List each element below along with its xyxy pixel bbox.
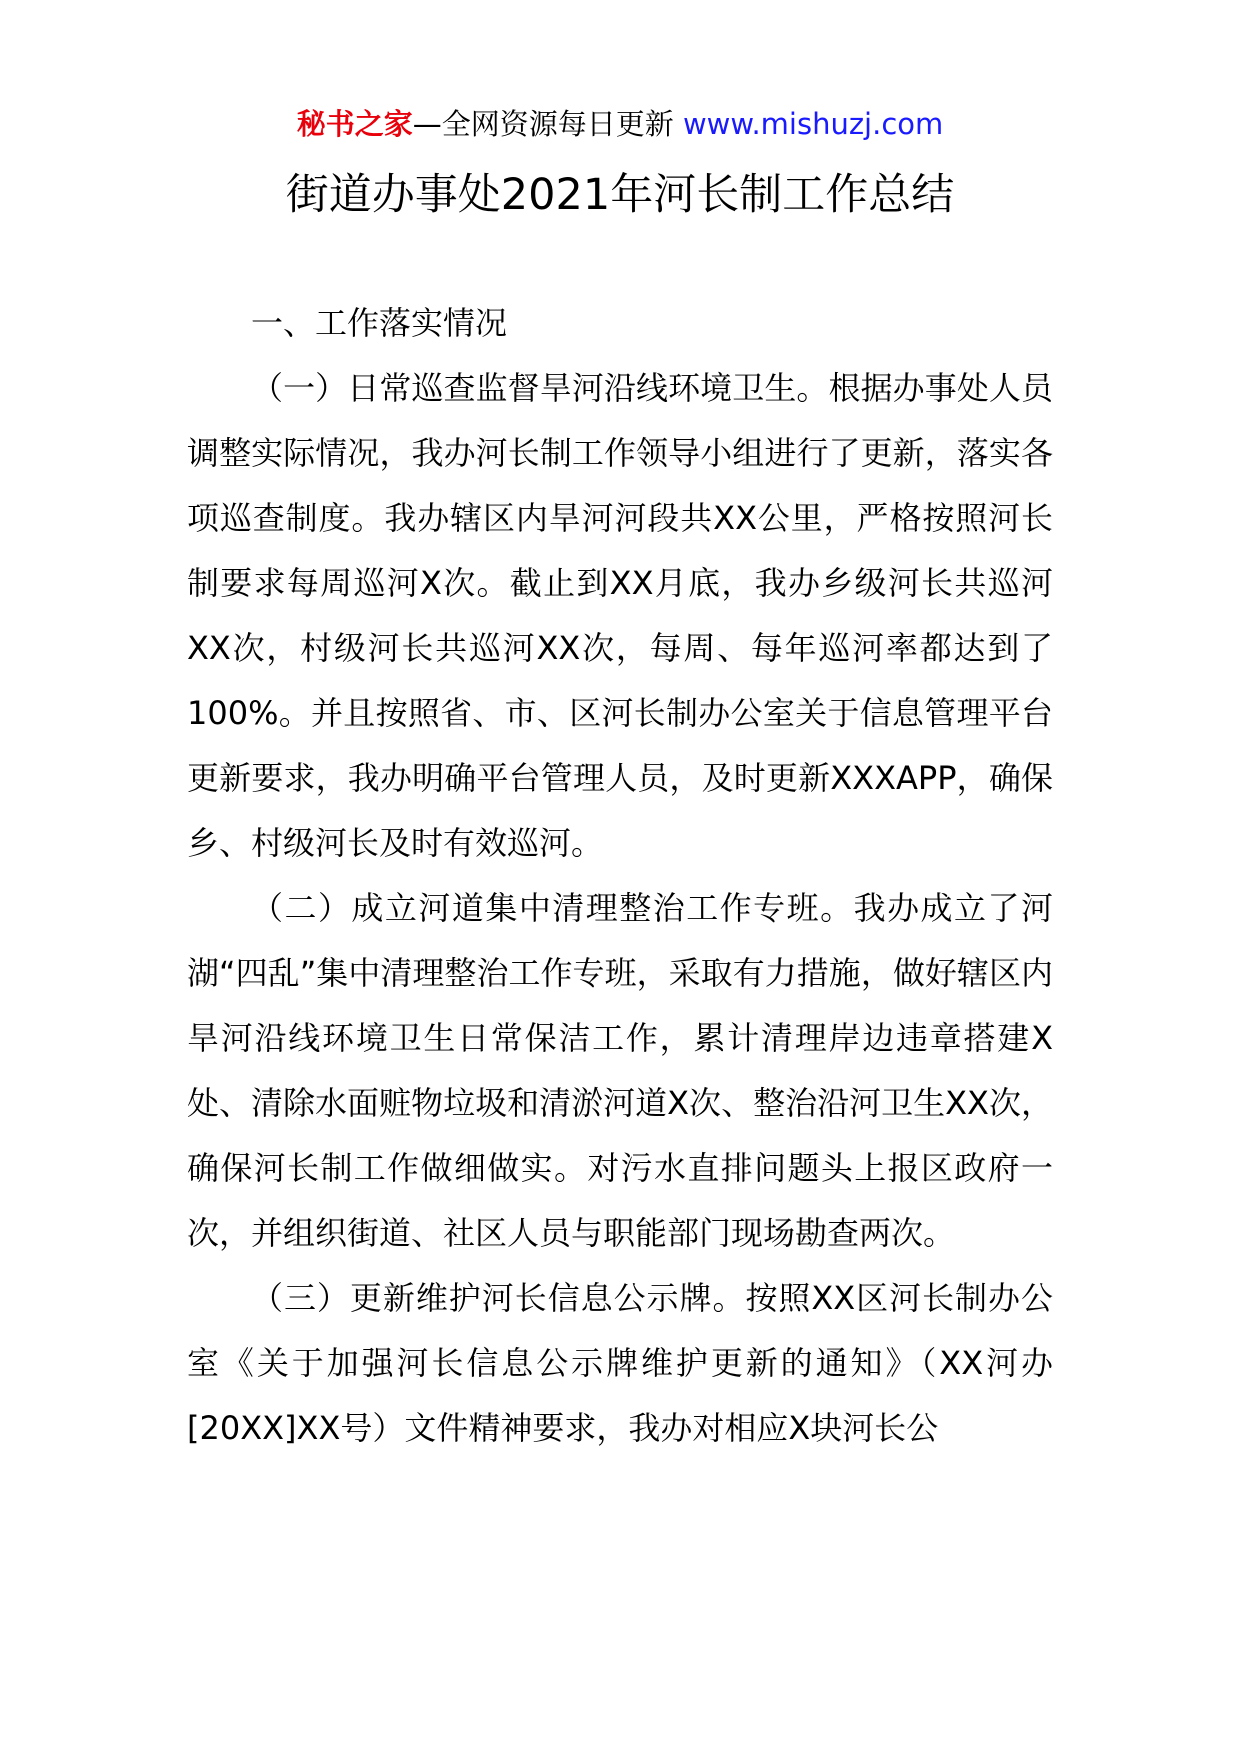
site-url-link[interactable]: www.mishuzj.com <box>682 107 944 141</box>
brand-name: 秘书之家 <box>296 107 413 141</box>
section-heading: 一、工作落实情况 <box>251 304 508 342</box>
paragraph-3: （三）更新维护河长信息公示牌。按照XX区河长制办公室《关于加强河长信息公示牌维护更新的通知》（XX河办[20XX]XX号）文件精神要求，我办对相应X块河长公 <box>187 1279 1053 1447</box>
document-title: 街道办事处2021年河长制工作总结 <box>285 170 955 220</box>
paragraph-1: （一）日常巡查监督旱河沿线环境卫生。根据办事处人员调整实际情况，我办河长制工作领导小组进行了更新，落实各项巡查制度。我办辖区内旱河河段共XX公里，严格按照河长制要求每周巡河X次。截止到XX月底，我办乡级河长共巡河XX次，村级河长共巡河XX次，每周、每年巡河率都达到了100%。并且按照省、市、区河长制办公室关于信息管理平台更新要求，我办明确平台管理人员，及时更新XXXAPP，确保乡、村级河长及时有效巡河。 <box>187 369 1053 862</box>
header-tagline: —全网资源每日更新 <box>412 107 674 141</box>
site-header <box>0 104 1240 144</box>
paragraph-2: （二）成立河道集中清理整治工作专班。我办成立了河湖“四乱”集中清理整治工作专班，采取有力措施，做好辖区内旱河沿线环境卫生日常保洁工作，累计清理岸边违章搭建X处、清除水面赃物垃圾和清淤河道X次、整治沿河卫生XX次，确保河长制工作做细做实。对污水直排问题头上报区政府一次，并组织街道、社区人员与职能部门现场勘查两次。 <box>187 889 1053 1252</box>
document-body <box>187 291 1053 1461</box>
